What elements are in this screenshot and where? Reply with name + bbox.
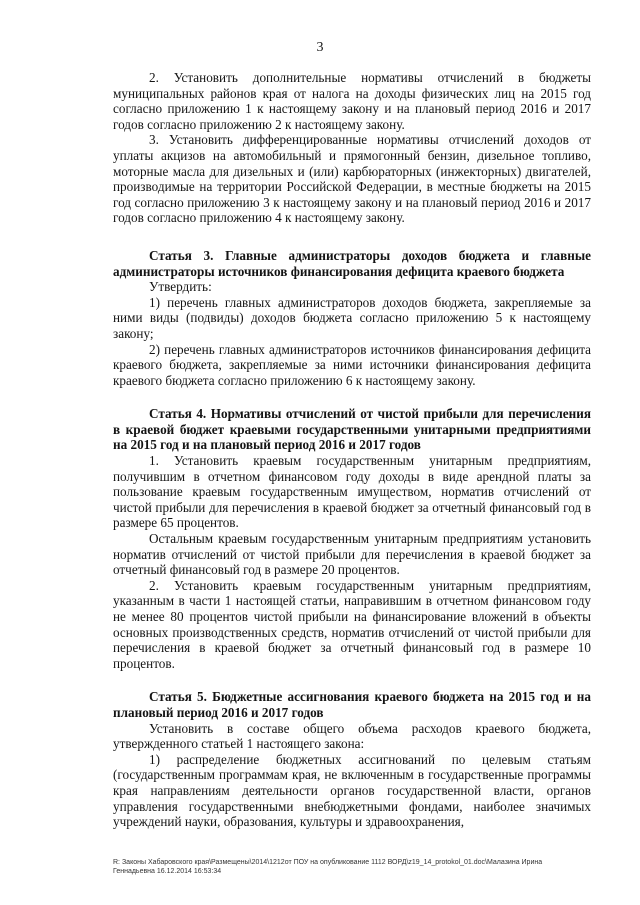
footer-line: Геннадьевна 16.12.2014 16:53:34	[113, 868, 222, 875]
paragraph: 3. Установить дифференцированные нормативы отчислений доходов от уплаты акцизов на автомобильный и прямогонный бензин, дизельное топливо, моторные масла для дизельных и (или) карбюраторных (инжекторных) двигателей, производимые на территории Российской Федерации, в местные бюджеты на 2015 год согласно приложению 3 к настоящему закону и на плановый период 2016 и 2017 годов согласно приложению 4 к настоящему закону.	[113, 132, 591, 226]
paragraph: 2. Установить дополнительные нормативы отчислений в бюджеты муниципальных районов края от налога на доходы физических лиц на 2015 год согласно приложению 1 к настоящему закону и на плановый период 2016 и 2017 годов согласно приложению 2 к настоящему закону.	[113, 70, 591, 132]
paragraph: 2. Установить краевым государственным унитарным предприятиям, указанным в части 1 настоящей статьи, направившим в отчетном финансовом году не менее 80 процентов чистой прибыли на финансирование вложений в объекты основных производственных средств, норматив отчислений от чистой прибыли для перечисления в краевой бюджет за отчетный финансовый год в размере 10 процентов.	[113, 577, 591, 671]
paragraph: 1) распределение бюджетных ассигнований по целевым статьям (государственным программам края, не включенным в государственные программы края направлениям деятельности органов государственной власти, органов управления государственными внебюджетными фондами, наиболее значимых учреждений науки, образования, культуры и здравоохранения,	[113, 751, 591, 830]
page-number: 3	[316, 40, 324, 55]
article-3-heading: Статья 3. Главные администраторы доходов бюджета и главные администраторы источников финансирования дефицита краевого бюджета	[113, 247, 591, 279]
document-body	[113, 70, 591, 830]
article-4-heading: Статья 4. Нормативы отчислений от чистой прибыли для перечисления в краевой бюджет краевыми государственными унитарными предприятиями на 2015 год и на плановый период 2016 и 2017 годов	[113, 406, 591, 453]
paragraph: 1) перечень главных администраторов доходов бюджета, закрепляемые за ними виды (подвиды) доходов бюджета согласно приложению 5 к настоящему закону;	[113, 294, 591, 341]
article-5-heading: Статья 5. Бюджетные ассигнования краевого бюджета на 2015 год и на плановый период 2016 и 2017 годов	[113, 689, 591, 720]
footer-line: R: Законы Хабаровского края\Размещены\2014\1212от ПОУ на опубликование 1112 ВОРД\z19_14_protokol_01.doc\Малазина Ирина	[113, 859, 543, 866]
paragraph: Остальным краевым государственным унитарным предприятиям установить норматив отчислений от чистой прибыли для перечисления в краевой бюджет за отчетный финансовый год в размере 20 процентов.	[113, 531, 591, 578]
paragraph: 1. Установить краевым государственным унитарным предприятиям, получившим в отчетном финансовом году доходы в виде арендной платы за пользование краевым государственным имуществом, норматив отчислений от чистой прибыли для перечисления в краевой бюджет за отчетный финансовый год в размере 65 процентов.	[113, 453, 591, 531]
document-footer	[113, 858, 591, 876]
paragraph: Установить в составе общего объема расходов краевого бюджета, утвержденного статьей 1 настоящего закона:	[113, 720, 591, 752]
paragraph: Утвердить:	[149, 279, 212, 295]
paragraph: 2) перечень главных администраторов источников финансирования дефицита краевого бюджета, закрепляемые за ними источники финансирования дефицита краевого бюджета согласно приложению 6 к настоящему закону.	[113, 341, 591, 388]
